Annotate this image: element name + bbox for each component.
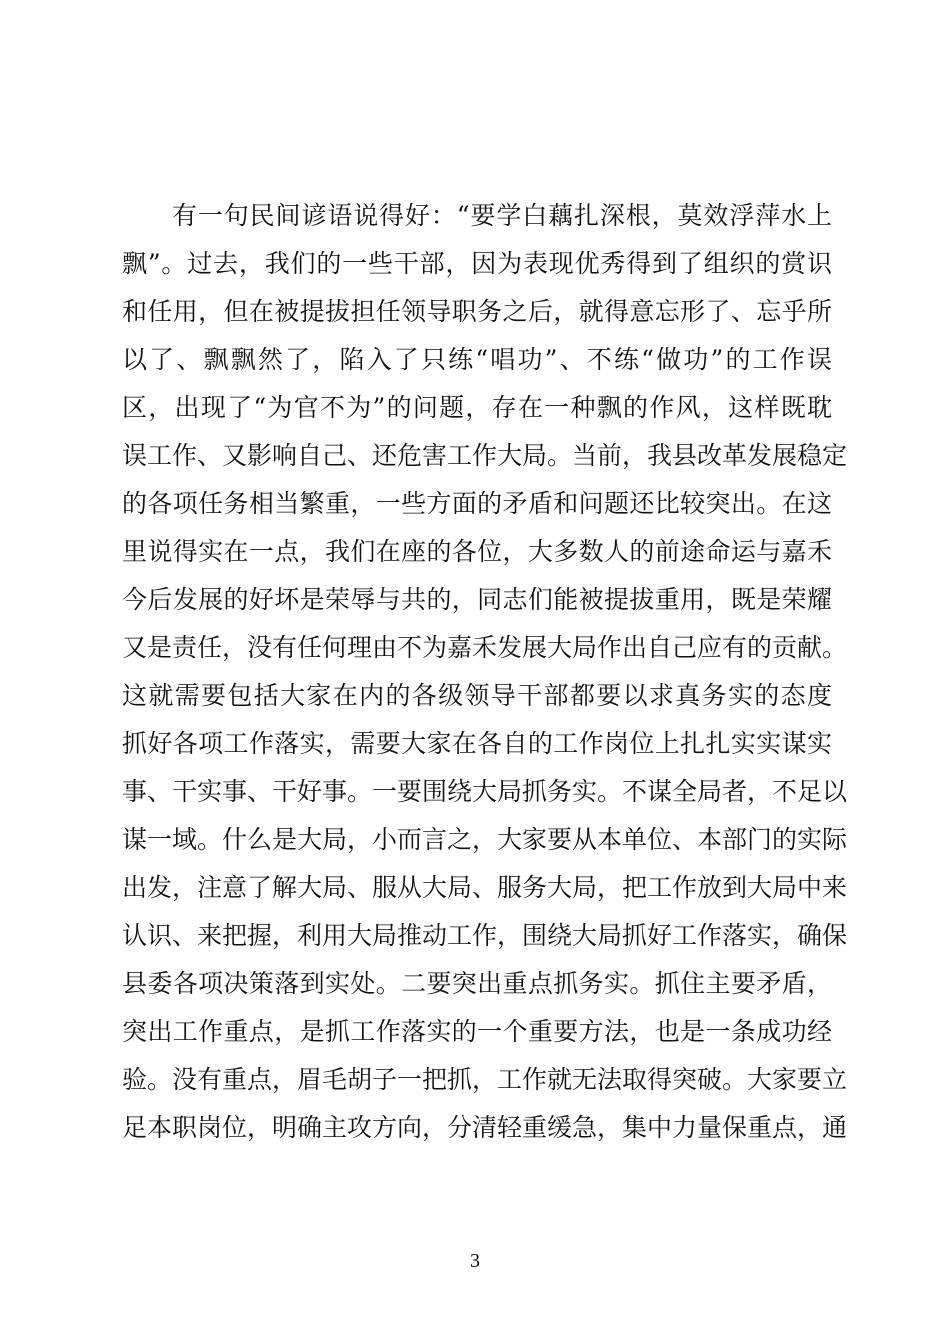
paragraph-line: 认识、来把握，利用大局推动工作，围绕大局抓好工作落实，确保 bbox=[122, 921, 848, 950]
paragraph-line: 谋一域。什么是大局，小而言之，大家要从本单位、本部门的实际 bbox=[122, 825, 848, 854]
paragraph-line: 飘”。过去，我们的一些干部，因为表现优秀得到了组织的赏识 bbox=[122, 249, 832, 278]
page-number: 3 bbox=[470, 1250, 480, 1272]
paragraph-line: 验。没有重点，眉毛胡子一把抓，工作就无法取得突破。大家要立 bbox=[122, 1065, 848, 1094]
paragraph-line: 突出工作重点，是抓工作落实的一个重要方法，也是一条成功经 bbox=[122, 1017, 832, 1046]
paragraph-line: 又是责任，没有任何理由不为嘉禾发展大局作出自己应有的贡献。 bbox=[122, 633, 848, 662]
paragraph-line: 里说得实在一点，我们在座的各位，大多数人的前途命运与嘉禾 bbox=[122, 537, 832, 566]
paragraph-line: 有一句民间谚语说得好：“要学白藕扎深根，莫效浮萍水上 bbox=[172, 201, 832, 230]
paragraph-line: 今后发展的好坏是荣辱与共的，同志们能被提拔重用，既是荣耀 bbox=[122, 585, 832, 614]
paragraph-line: 以了、飘飘然了，陷入了只练“唱功”、不练“做功”的工作误 bbox=[122, 345, 832, 374]
body-paragraph bbox=[122, 192, 848, 1152]
paragraph-line: 抓好各项工作落实，需要大家在各自的工作岗位上扎扎实实谋实 bbox=[122, 729, 832, 758]
paragraph-line: 这就需要包括大家在内的各级领导干部都要以求真务实的态度 bbox=[122, 681, 832, 710]
paragraph-line: 区，出现了“为官不为”的问题，存在一种飘的作风，这样既耽 bbox=[122, 393, 832, 422]
paragraph-line: 足本职岗位，明确主攻方向，分清轻重缓急，集中力量保重点，通 bbox=[122, 1113, 848, 1142]
paragraph-line: 县委各项决策落到实处。二要突出重点抓务实。抓住主要矛盾， bbox=[122, 969, 832, 998]
paragraph-line: 出发，注意了解大局、服从大局、服务大局，把工作放到大局中来 bbox=[122, 873, 848, 902]
paragraph-line: 和任用，但在被提拔担任领导职务之后，就得意忘形了、忘乎所 bbox=[122, 297, 832, 326]
paragraph-line: 的各项任务相当繁重，一些方面的矛盾和问题还比较突出。在这 bbox=[122, 489, 832, 518]
paragraph-line: 误工作、又影响自己、还危害工作大局。当前，我县改革发展稳定 bbox=[122, 441, 848, 470]
paragraph-line: 事、干实事、干好事。一要围绕大局抓务实。不谋全局者，不足以 bbox=[122, 777, 848, 806]
